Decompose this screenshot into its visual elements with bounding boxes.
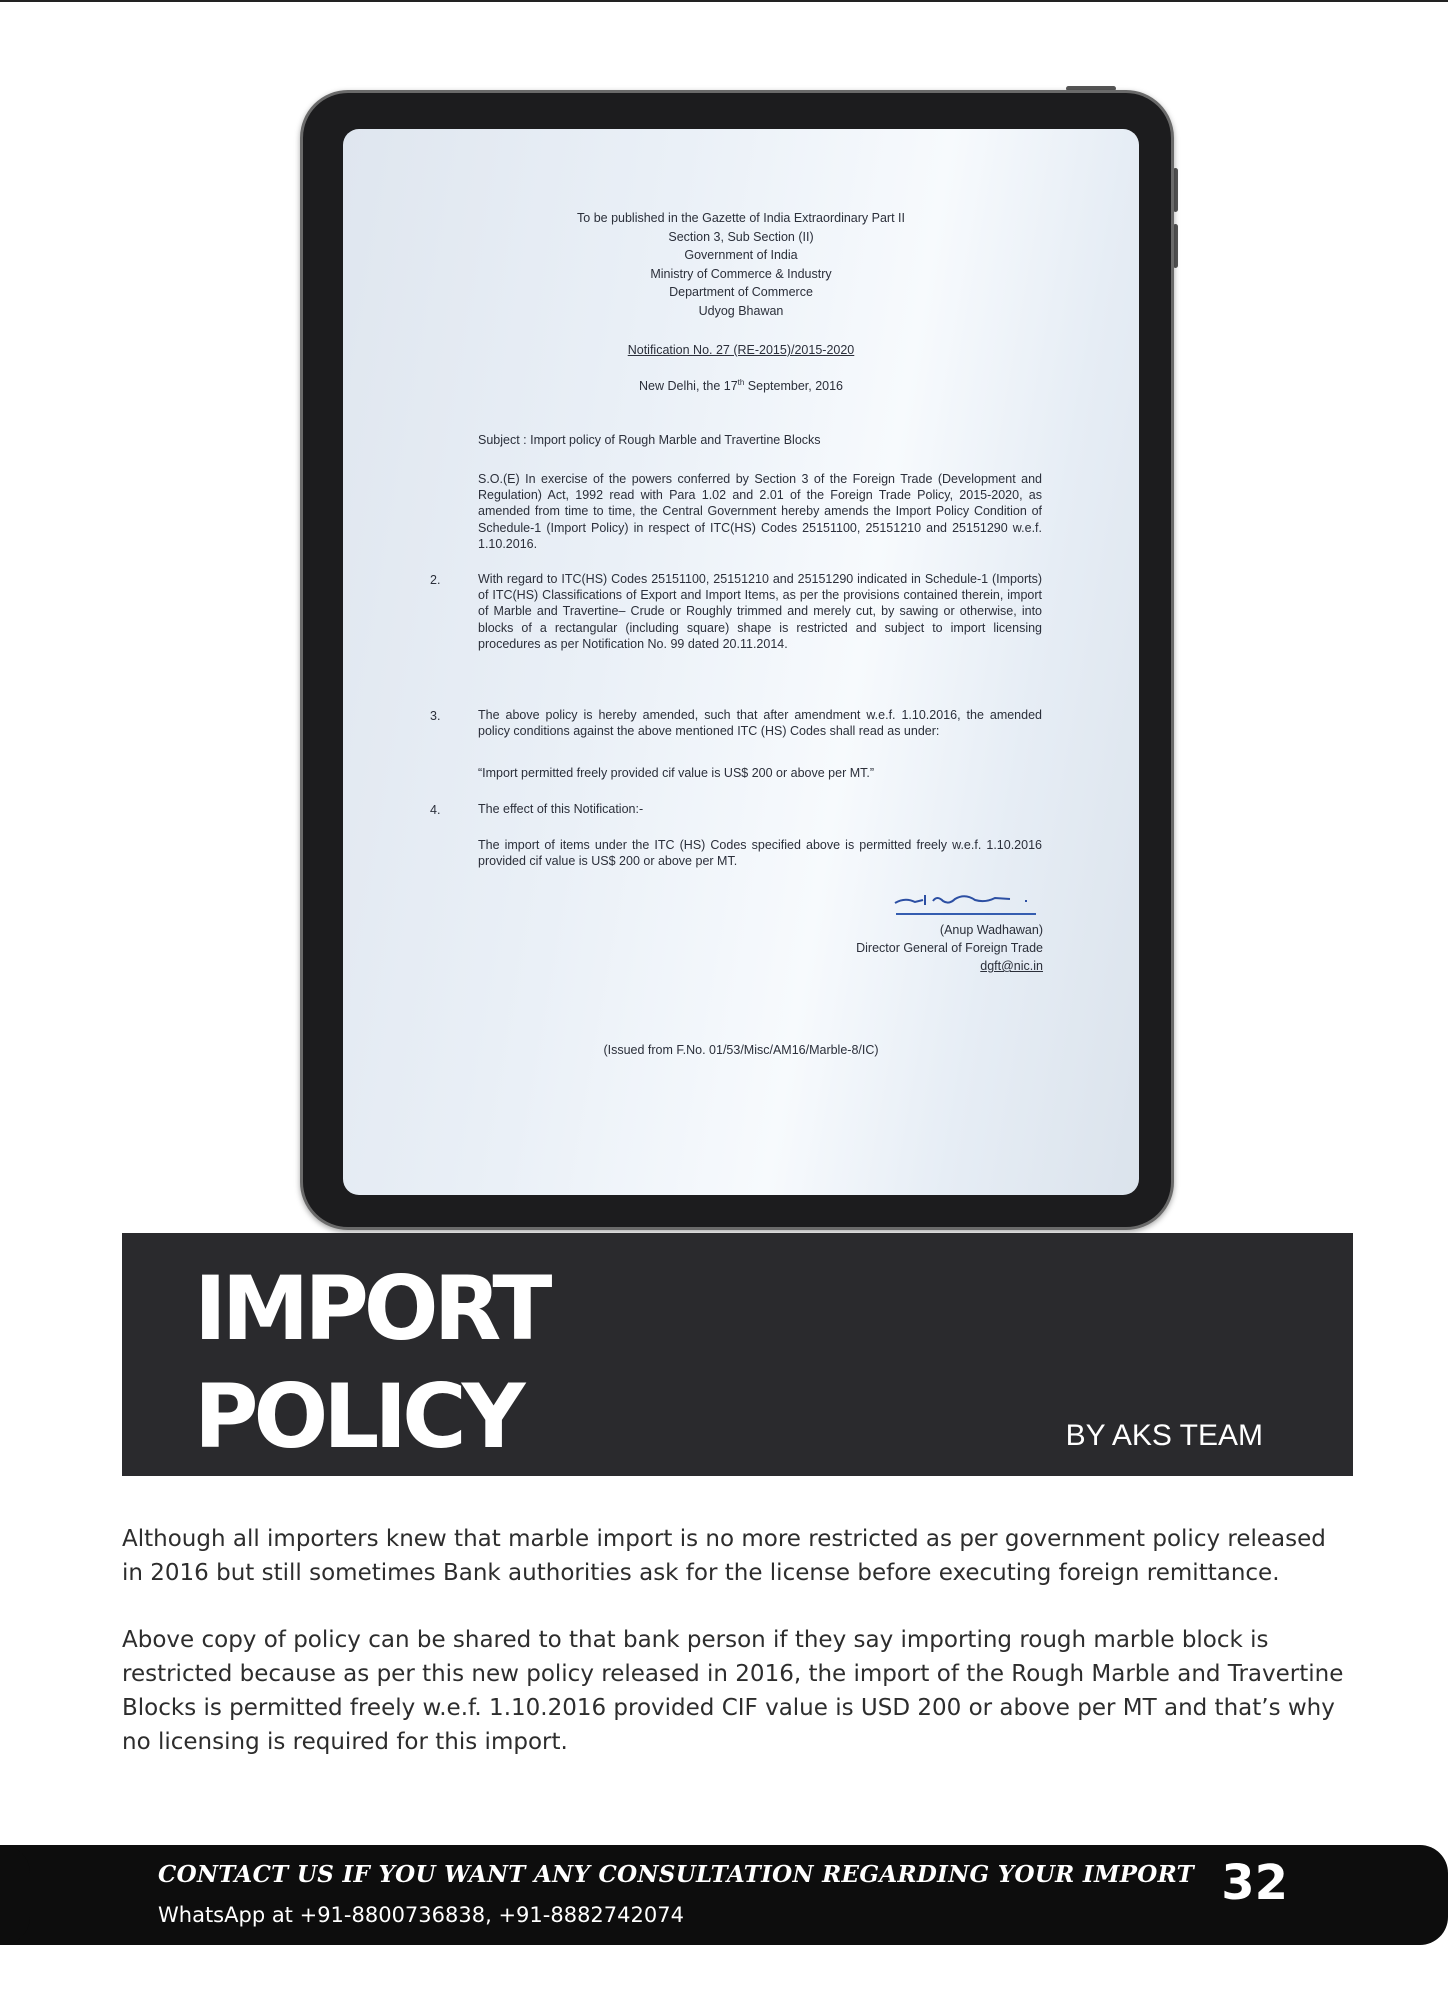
signer-name: (Anup Wadhawan)	[939, 923, 1043, 937]
policy-quote: “Import permitted freely provided cif value is US$ 200 or above per MT.”	[478, 766, 875, 780]
signer-block	[723, 921, 1043, 975]
header-line: Section 3, Sub Section (II)	[668, 229, 814, 244]
paragraph-number: 2.	[430, 573, 441, 587]
signature-line	[896, 913, 1036, 915]
document-header	[343, 209, 1139, 320]
page-title	[194, 1255, 547, 1471]
top-rule	[0, 0, 1448, 2]
tablet-frame	[300, 90, 1174, 1230]
footer-contact: WhatsApp at +91-8800736838, +91-8882742074	[158, 1903, 684, 1927]
header-line: Government of India	[684, 248, 798, 262]
byline: BY AKS TEAM	[1065, 1419, 1263, 1452]
body-paragraph: Although all importers knew that marble import is no more restricted as per government policy released in 2016 but still sometimes Bank authorities ask for the license before executing foreign remittance.	[122, 1526, 1326, 1586]
paragraph-4: The effect of this Notification:-	[478, 802, 644, 816]
signer-email: dgft@nic.in	[980, 959, 1043, 973]
document-scan	[343, 129, 1139, 1195]
signer-title: Director General of Foreign Trade	[856, 941, 1043, 955]
header-line: Department of Commerce	[669, 285, 813, 299]
footer-cta: CONTACT US IF YOU WANT ANY CONSULTATION REGARDING YOUR IMPORT	[158, 1861, 1195, 1888]
signature-mark	[875, 881, 1045, 911]
issued-reference: (Issued from F.No. 01/53/Misc/AM16/Marble-8/IC)	[603, 1043, 879, 1057]
notification-subject: Subject : Import policy of Rough Marble and Travertine Blocks	[478, 433, 821, 447]
paragraph-3: The above policy is hereby amended, such that after amendment w.e.f. 1.10.2016, the amended policy conditions against the above mentioned ITC (HS) Codes shall read as under:	[478, 708, 1042, 739]
notification-date: New Delhi, the 17th September, 2016	[638, 378, 844, 394]
title-line: POLICY	[194, 1365, 521, 1468]
notification-number: Notification No. 27 (RE-2015)/2015-2020	[627, 343, 855, 357]
paragraph-1: S.O.(E) In exercise of the powers conferred by Section 3 of the Foreign Trade (Development and Regulation) Act, 1992 read with Para 1.02 and 2.01 of the Foreign Trade Policy, 2015-2020, as amended from time to time, the Central Government hereby amends the Import Policy Condition of Schedule-1 (Import Policy) in respect of ITC(HS) Codes 25151100, 25151210 and 25151290 w.e.f. 1.10.2016.	[478, 472, 1042, 551]
page-number: 32	[1221, 1855, 1288, 1911]
footer-bar	[0, 1845, 1448, 1945]
title-line: IMPORT	[194, 1257, 548, 1360]
body-paragraph: Above copy of policy can be shared to that bank person if they say importing rough marble block is restricted because as per this new policy released in 2016, the import of the Rough Marble and Travertine Blocks is permitted freely w.e.f. 1.10.2016 provided CIF value is USD 200 or above per MT and that’s why no licensing is required for this import.	[122, 1627, 1344, 1755]
paragraph-number: 3.	[430, 709, 441, 723]
header-line: Ministry of Commerce & Industry	[650, 266, 832, 281]
paragraph-2: With regard to ITC(HS) Codes 25151100, 25151210 and 25151290 indicated in Schedule-1 (Imports) of ITC(HS) Classifications of Export and Import Items, as per the provisions contained therein, import of Marble and Travertine– Crude or Roughly trimmed and merely cut, by sawing or otherwise, into blocks of a rectangular (including square) shape is restricted and subject to import licensing procedures as per Notification No. 99 dated 20.11.2014.	[478, 572, 1042, 651]
paragraph-number: 4.	[430, 803, 441, 817]
header-line: Udyog Bhawan	[698, 303, 784, 318]
paragraph-5: The import of items under the ITC (HS) Codes specified above is permitted freely w.e.f. 1.10.2016 provided cif value is US$ 200 or above per MT.	[478, 838, 1042, 869]
title-band	[122, 1233, 1353, 1476]
header-line: To be published in the Gazette of India Extraordinary Part II	[577, 211, 905, 225]
